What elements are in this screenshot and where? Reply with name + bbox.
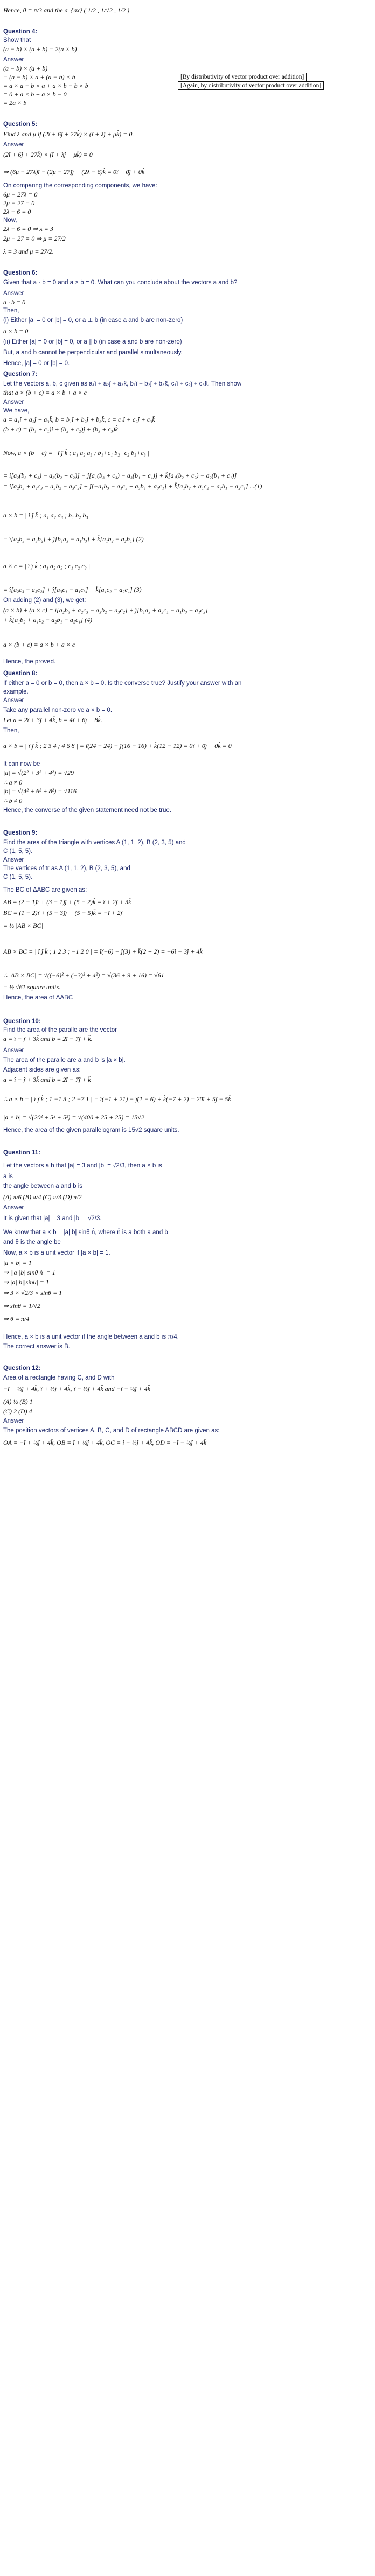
document-line: + k̂[a₁b₂ + a₁c₂ − a₂b₁ − a₂c₁] (4) [3, 616, 93, 624]
document-line: |b| = √(4² + 6² + 8²) = √116 [3, 787, 77, 795]
question-heading: Question 5: [3, 121, 38, 128]
document-line: (A) ½ (B) 1 [3, 1398, 33, 1405]
document-line: Let the vectors a b that |a| = 3 and |b| = √2/3, then a × b is [3, 1163, 162, 1169]
question-heading: Question 10: [3, 1018, 41, 1025]
document-line: a = î − ĵ + 3k̂ and b = 2î − 7ĵ + k̂ [3, 1076, 91, 1083]
document-line: = a × a − b × a + a × b − b × b [3, 82, 88, 89]
document-line: a × b = | î ĵ k̂ ; a₁ a₂ a₃ ; b₁ b₂ b₃ | [3, 512, 92, 519]
document-line: Hence, the converse of the given statement need not be true. [3, 807, 171, 814]
document-line: 2μ − 27 = 0 ⇒ μ = 27/2 [3, 235, 66, 242]
document-line: C (1, 5, 5). [3, 848, 33, 855]
document-line: λ = 3 and μ = 27/2. [3, 248, 54, 255]
document-line: a is [3, 1173, 13, 1180]
document-line: 2λ − 6 = 0 ⇒ λ = 3 [3, 225, 53, 233]
document-line: = î[a₂b₃ + a₂c₃ − a₃b₂ − a₃c₂] + ĵ[−a₁b₃ − a₁c₃ + a₃b₁ + a₃c₁] + k̂[a₁b₂ + a₁c₂ − a₂b₁ − a₂c₁] ...(1) [3, 482, 262, 490]
document-line: The area of the paralle are a and b is |a × b|. [3, 1057, 126, 1063]
document-line: C (1, 5, 5). [3, 874, 33, 880]
document-line: Now, a × (b + c) = | î ĵ k̂ ; a₁ a₂ a₃ ; b₁+c₁ b₂+c₂ b₃+c₃ | [3, 449, 150, 457]
question-heading: Question 4: [3, 29, 38, 35]
document-line: Answer [3, 399, 24, 405]
document-line: (C) 2 (D) 4 [3, 1408, 32, 1415]
document-line: We know that a × b = |a||b| sinθ n̂, where n̂ is a both a and b [3, 1229, 168, 1236]
document-line: Answer [3, 1418, 24, 1424]
document-line: and θ is the angle be [3, 1239, 61, 1245]
document-line: a × b = | î ĵ k̂ ; 2 3 4 ; 4 6 8 | = î(24 − 24) − ĵ(16 − 16) + k̂(12 − 12) = 0î + 0ĵ + 0k̂ = 0 [3, 742, 232, 750]
document-line: ⇒ θ = π/4 [3, 1315, 30, 1322]
document-line: Adjacent sides are given as: [3, 1067, 81, 1073]
document-line: Show that [3, 37, 31, 44]
document-line: (a − b) × (a + b) [3, 65, 48, 72]
document-line: the angle between a and b is [3, 1183, 83, 1189]
document-line: AB = (2 − 1)î + (3 − 1)ĵ + (5 − 2)k̂ = î + 2ĵ + 3k̂ [3, 898, 131, 906]
document-line: a × (b + c) = a × b + a × c [3, 641, 75, 648]
document-line: Answer [3, 857, 24, 863]
document-line: Take any parallel non-zero ve a × b = 0. [3, 707, 113, 713]
document-line: example. [3, 689, 29, 695]
document-line: a = î − ĵ + 3k̂ and b = 2î − 7ĵ + k̂. [3, 1035, 93, 1042]
document-line: Answer [3, 1047, 24, 1054]
document-line: = î[a₂(b₃ + c₃) − a₃(b₂ + c₂)] − ĵ[a₁(b₃ + c₃) − a₃(b₁ + c₁)] + k̂[a₁(b₂ + c₂) − a₂(b₁ + c₁)] [3, 472, 237, 479]
document-line: (a − b) × (a + b) = 2(a × b) [3, 45, 77, 53]
document-line: ∴ |AB × BC| = √((−6)² + (−3)² + 4²) = √(36 + 9 + 16) = √61 [3, 971, 164, 979]
document-line: Given that a · b = 0 and a × b = 0. What can you conclude about the vectors a and b? [3, 279, 238, 286]
document-line: |a × b| = √(20² + 5² + 5²) = √(400 + 25 + 25) = 15√2 [3, 1114, 144, 1121]
document-line: Hence, a × b is a unit vector if the angle between a and b is π/4. [3, 1334, 179, 1340]
document-line: (A) π/6 (B) π/4 (C) π/3 (D) π/2 [3, 1193, 82, 1201]
document-line: ⇒ (6μ − 27λ)î − (2μ − 27)ĵ + (2λ − 6)k̂ = 0î + 0ĵ + 0k̂ [3, 168, 145, 176]
document-line: 2μ − 27 = 0 [3, 199, 35, 207]
document-line: ⇒ |a||b||sinθ| = 1 [3, 1278, 49, 1286]
document-line: Find the area of the triangle with vertices A (1, 1, 2), B (2, 3, 5) and [3, 839, 186, 846]
document-line: that a × (b + c) = a × b + a × c [3, 389, 87, 396]
document-line: Hence, |a| = 0 or |b| = 0. [3, 360, 70, 367]
document-line: Hence, θ = π/3 and the a_{ax} ( 1/2 , 1/√2 , 1/2 ) [3, 6, 130, 14]
document-line: Now, [3, 217, 17, 223]
document-line: The correct answer is B. [3, 1343, 70, 1350]
document-line: Answer [3, 290, 24, 297]
document-line: 6μ − 27λ = 0 [3, 191, 38, 198]
document-line: (a × b) + (a × c) = î[a₂b₃ + a₂c₃ − a₃b₂ − a₃c₂] + ĵ[b₁a₃ + a₃c₁ − a₁b₃ − a₁c₃] [3, 606, 208, 614]
document-line: a × c = | î ĵ k̂ ; a₁ a₂ a₃ ; c₁ c₂ c₃ | [3, 562, 91, 570]
document-line: We have, [3, 408, 30, 414]
document-line: AB × BC = | î ĵ k̂ ; 1 2 3 ; −1 2 0 | = î(−6) − ĵ(3) + k̂(2 + 2) = −6î − 3ĵ + 4k̂ [3, 948, 203, 955]
question-heading: Question 12: [3, 1365, 41, 1371]
document-line: Let the vectors a, b, c given as a₁î + a₂ĵ + a₃k̂, b₁î + b₂ĵ + b₃k̂, c₁î + c₂ĵ + c₃k̂. Then show [3, 381, 242, 387]
document-line: Hence, the area of the given parallelogram is 15√2 square units. [3, 1127, 179, 1133]
document-line: ⇒ ||a||b| sinθ n̂| = 1 [3, 1269, 55, 1276]
question-heading: Question 11: [3, 1150, 41, 1156]
document-line: It can now be [3, 761, 40, 767]
document-line: It is given that |a| = 3 and |b| = √2/3. [3, 1215, 102, 1222]
document-line: The vertices of tr as A (1, 1, 2), B (2, 3, 5), and [3, 865, 130, 872]
document-line: |a × b| = 1 [3, 1259, 32, 1266]
document-line: ∴ a × b = | î ĵ k̂ ; 1 −1 3 ; 2 −7 1 | = î(−1 + 21) − ĵ(1 − 6) + k̂(−7 + 2) = 20î + 5ĵ − 5k̂ [3, 1095, 231, 1103]
question-heading: Question 7: [3, 371, 38, 377]
document-line: (b + c) = (b₁ + c₁)î + (b₂ + c₂)ĵ + (b₃ + c₃)k̂ [3, 425, 118, 433]
document-line: ∴ b ≠ 0 [3, 797, 23, 804]
document-line: Answer [3, 697, 24, 704]
document-line: −î + ½ĵ + 4k̂, î + ½ĵ + 4k̂, î − ½ĵ + 4k̂ and −î − ½ĵ + 4k̂ [3, 1385, 150, 1392]
margin-note: [By distributivity of vector product over addition] [178, 73, 307, 81]
document-line: = 0 + a × b + a × b − 0 [3, 90, 67, 98]
margin-note: [Again, by distributivity of vector product over addition] [178, 82, 324, 90]
document-line: a = a₁î + a₂ĵ + a₃k̂, b = b₁î + b₂ĵ + b₃k̂, c = c₁î + c₂ĵ + c₃k̂ [3, 416, 155, 423]
question-heading: Question 6: [3, 270, 38, 276]
document-line: OA = −î + ½ĵ + 4k̂, OB = î + ½ĵ + 4k̂, OC = î − ½ĵ + 4k̂, OD = −î − ½ĵ + 4k̂ [3, 1439, 207, 1446]
document-line: ⇒ sinθ = 1/√2 [3, 1302, 40, 1310]
document-line: = (a − b) × a + (a − b) × b [3, 73, 75, 81]
document-line: If either a = 0 or b = 0, then a × b = 0. Is the converse true? Justify your answer with an [3, 680, 242, 687]
document-line: Answer [3, 57, 24, 63]
document-line: Then, [3, 307, 19, 314]
document-line: |a| = √(2² + 3² + 4²) = √29 [3, 769, 74, 776]
document-line: ∴ a ≠ 0 [3, 779, 23, 786]
document-line: (2î + 6ĵ + 27k̂) × (î + λĵ + μk̂) = 0 [3, 151, 93, 158]
question-heading: Question 8: [3, 670, 38, 677]
document-line: Let a = 2î + 3ĵ + 4k̂, b = 4î + 6ĵ + 8k̂. [3, 716, 102, 724]
document-line: Area of a rectangle having C, and D with [3, 1375, 115, 1381]
document-line: Find the area of the paralle are the vector [3, 1027, 117, 1033]
document-line: ⇒ 3 × √2/3 × sinθ = 1 [3, 1289, 63, 1297]
document-line: a × b = 0 [3, 327, 29, 335]
document-line: = 2a × b [3, 99, 27, 107]
document-line: = ½ |AB × BC| [3, 922, 43, 929]
document-line: Answer [3, 1205, 24, 1211]
document-line: Hence, the proved. [3, 659, 56, 665]
document-line: Answer [3, 142, 24, 148]
document-line: 2λ − 6 = 0 [3, 208, 31, 215]
document-line: (ii) Either |a| = 0 or |b| = 0, or a ∥ b (in case a and b are non-zero) [3, 339, 182, 345]
document-line: On comparing the corresponding components, we have: [3, 183, 157, 189]
document-line: Find λ and μ if (2î + 6ĵ + 27k̂) × (î + λĵ + μk̂) = 0. [3, 130, 134, 138]
document-line: = ½ √61 square units. [3, 983, 61, 991]
document-line: BC = (1 − 2)î + (5 − 3)ĵ + (5 − 5)k̂ = −î + 2ĵ [3, 909, 122, 916]
question-heading: Question 9: [3, 830, 38, 836]
document-line: But, a and b cannot be perpendicular and parallel simultaneously. [3, 349, 183, 356]
document-line: Then, [3, 727, 19, 734]
document-line: Hence, the area of ΔABC [3, 995, 73, 1001]
document-line: = î[a₂b₃ − a₃b₂] + ĵ[b₁a₃ − a₁b₃] + k̂[a₁b₂ − a₂b₁] (2) [3, 535, 144, 543]
document-line: (i) Either |a| = 0 or |b| = 0, or a ⊥ b (in case a and b are non-zero) [3, 317, 183, 324]
document-line: The BC of ΔABC are given as: [3, 887, 87, 893]
document-line: Now, a × b is a unit vector if |a × b| = 1. [3, 1250, 110, 1256]
document-line: = î[a₂c₃ − a₃c₂] + ĵ[a₃c₁ − a₁c₃] + k̂[a₁c₂ − a₂c₁] (3) [3, 586, 142, 593]
document-line: On adding (2) and (3), we get: [3, 597, 86, 604]
document-line: a · b = 0 [3, 298, 26, 306]
document-line: The position vectors of vertices A, B, C, and D of rectangle ABCD are given as: [3, 1427, 220, 1434]
